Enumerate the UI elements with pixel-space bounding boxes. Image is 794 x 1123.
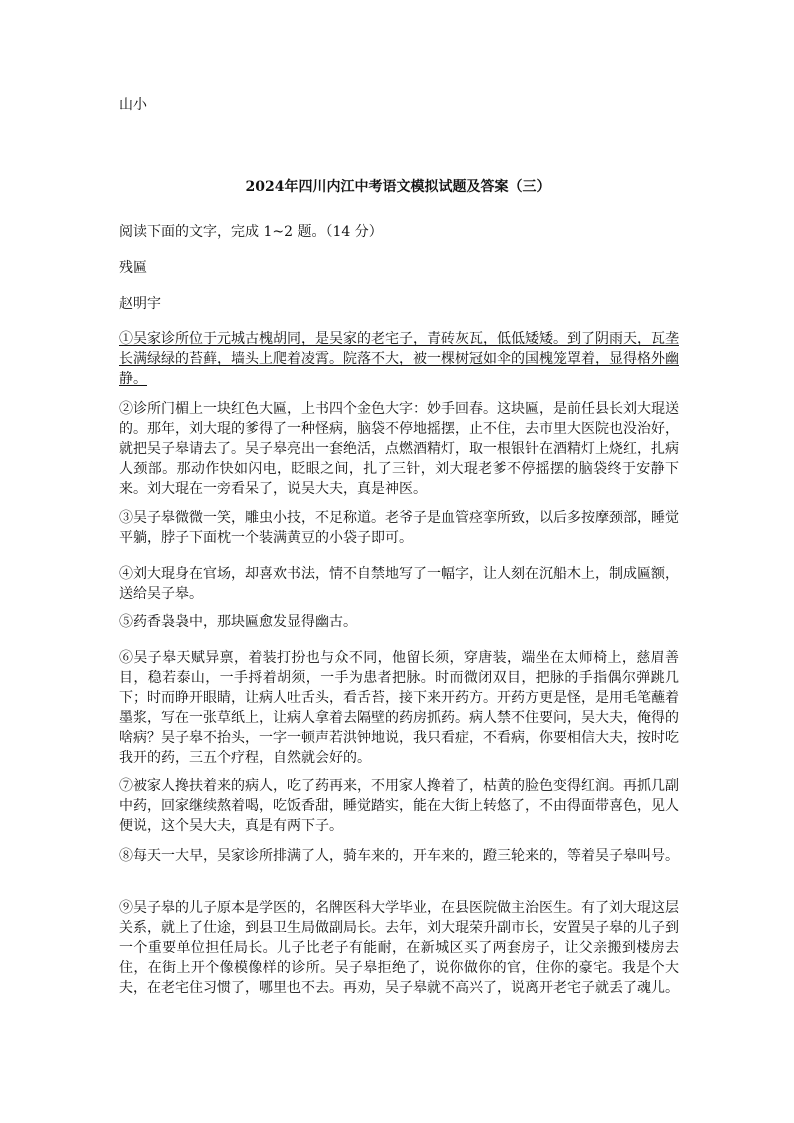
underlined-passage: ①吴家诊所位于元城古槐胡同，是吴家的老宅子，青砖灰瓦，低低矮矮。到了阴雨天，瓦垄长满绿绿的苔藓，墙头上爬着凌霄。院落不大，被一棵树冠如伞的国槐笼罩着，显得格外幽静。 (119, 331, 679, 387)
paragraph-text: ⑤药香袅袅中，那块匾愈发显得幽古。 (119, 614, 357, 630)
paragraph-text: ②诊所门楣上一块红色大匾，上书四个金色大字：妙手回春。这块匾，是前任县长刘大琨送的。那年，刘大琨的爹得了一种怪病，脑袋不停地摇摆，止不住，去市里大医院也没治好，就把吴子皋请去了。吴子皋亮出一套绝活，点燃酒精灯，取一根银针在酒精灯上烧红，扎病人颈部。那动作快如闪电，眨眼之间，扎了三针，刘大琨老爹不停摇摆的脑袋终于安静下来。刘大琨在一旁看呆了，说吴大夫，真是神医。 (119, 401, 679, 497)
paragraph-7 (119, 776, 679, 836)
paragraph-6 (119, 648, 679, 768)
author-name: 赵明宇 (119, 296, 161, 312)
paragraph-1 (119, 329, 679, 389)
story-title: 残匾 (119, 260, 147, 276)
paragraph-text: ⑧每天一大早，吴家诊所排满了人，骑车来的，开车来的，蹬三轮来的，等着吴子皋叫号。 (119, 848, 679, 864)
paragraph-text: ③吴子皋微微一笑，雕虫小技，不足称道。老爷子是血管痉挛所致，以后多按摩颈部，睡觉平躺，脖子下面枕一个装满黄豆的小袋子即可。 (119, 510, 679, 546)
paragraph-text: ⑨吴子皋的儿子原本是学医的，名牌医科大学毕业，在县医院做主治医生。有了刘大琨这层关系，就上了仕途，到县卫生局做副局长。去年，刘大琨荣升副市长，安置吴子皋的儿子到一个重要单位担任局长。儿子比老子有能耐，在新城区买了两套房子，让父亲搬到楼房去住，在街上开个像模像样的诊所。吴子皋拒绝了，说你做你的官，住你的豪宅。我是个大夫，在老宅住习惯了，哪里也不去。再劝，吴子皋就不高兴了，说离开老宅子就丢了魂儿。 (119, 900, 679, 996)
paragraph-8 (119, 846, 679, 866)
paragraph-2 (119, 399, 679, 499)
header-mark: 山小 (119, 97, 147, 113)
paragraph-4 (119, 564, 679, 604)
paragraph-9 (119, 898, 679, 998)
paragraph-5 (119, 612, 679, 632)
paragraph-text: ④刘大琨身在官场，却喜欢书法，情不自禁地写了一幅字，让人刻在沉船木上，制成匾额，送给吴子皋。 (119, 566, 679, 602)
paragraph-text: ⑦被家人搀扶着来的病人，吃了药再来，不用家人搀着了，枯黄的脸色变得红润。再抓几副中药，回家继续熬着喝，吃饭香甜，睡觉踏实，能在大街上转悠了，不由得面带喜色，见人便说，这个吴大夫，真是有两下子。 (119, 778, 679, 834)
paragraph-3 (119, 508, 679, 548)
instruction-text: 阅读下面的文字，完成 1~2 题。（14 分） (119, 224, 383, 240)
page-title: 2024年四川内江中考语文模拟试题及答案（三） (245, 179, 551, 195)
paragraph-text: ⑥吴子皋天赋异禀，着装打扮也与众不同，他留长须，穿唐装，端坐在太师椅上，慈眉善目，稳若泰山，一手捋着胡须，一手为患者把脉。时而微闭双目，把脉的手指偶尔弹跳几下；时而睁开眼睛，让病人吐舌头，看舌苔，接下来开药方。开药方更是怪，是用毛笔蘸着墨浆，写在一张草纸上，让病人拿着去隔壁的药房抓药。病人禁不住要问，吴大夫，俺得的啥病？吴子皋不抬头，一字一顿声若洪钟地说，我只看症，不看病，你要相信大夫，按时吃我开的药，三五个疗程，自然就会好的。 (119, 650, 679, 766)
